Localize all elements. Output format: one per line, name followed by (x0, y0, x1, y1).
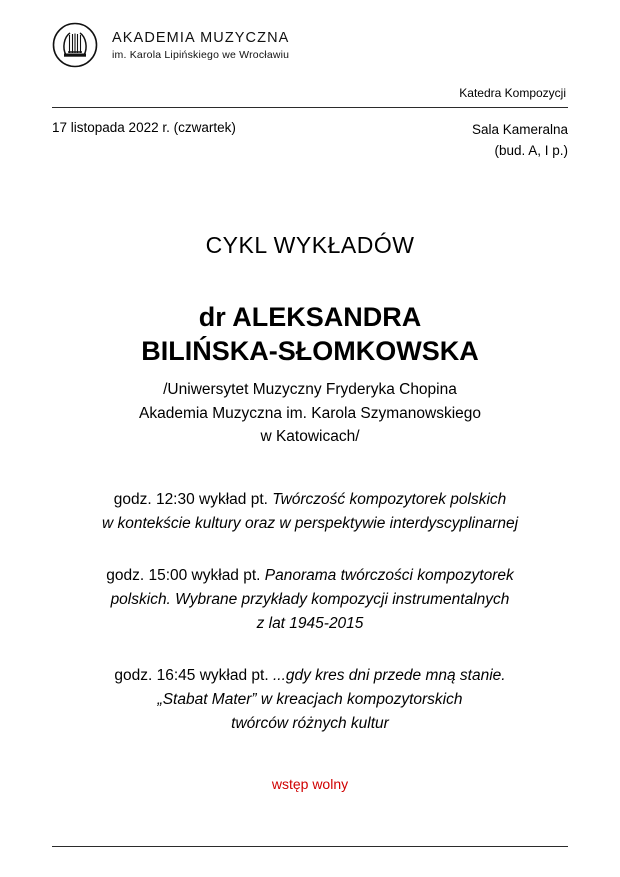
meta-row (52, 120, 568, 162)
logo-text (112, 30, 289, 61)
lecture-title-line3: z lat 1945-2015 (256, 615, 364, 633)
academy-subtitle: im. Karola Lipińskiego we Wrocławiu (112, 48, 290, 61)
free-entry-note: wstęp wolny (271, 776, 349, 793)
header-divider (52, 107, 568, 108)
lecture-title-line2: w kontekście kultury oraz w perspektywie interdyscyplinarnej (101, 515, 519, 533)
speaker-name-line1: dr ALEKSANDRA (198, 301, 422, 332)
lecture-title-line3: twórców różnych kultur (231, 715, 389, 733)
lecture-item (52, 488, 568, 536)
speaker-name (52, 301, 568, 369)
speaker-name-line2: BILIŃSKA-SŁOMKOWSKA (141, 335, 479, 366)
lecture-item (52, 564, 568, 636)
lecture-title-line1: ...gdy kres dni przede mną stanie. (272, 667, 506, 685)
department-label: Katedra Kompozycji (459, 86, 566, 100)
venue-location: (bud. A, I p.) (494, 142, 568, 158)
lecture-time-label: godz. 12:30 wykład pt. (113, 491, 273, 509)
lecture-title-line2: polskich. Wybrane przykłady kompozycji instrumentalnych (110, 591, 510, 609)
affiliation-line-3: w Katowicach/ (260, 427, 360, 445)
venue-name: Sala Kameralna (471, 122, 568, 137)
academy-name: AKADEMIA MUZYCZNA (112, 29, 290, 46)
lecture-title-line1: Panorama twórczości kompozytorek (264, 567, 514, 585)
lyre-icon (52, 22, 98, 68)
lecture-title-line2: „Stabat Mater” w kreacjach kompozytorskich (157, 691, 463, 709)
event-title: CYKL WYKŁADÓW (205, 231, 415, 258)
affiliation-line-1: /Uniwersytet Muzyczny Fryderyka Chopina (163, 381, 457, 399)
footer-divider (52, 846, 568, 847)
lecture-time-label: godz. 15:00 wykład pt. (106, 567, 265, 585)
speaker-affiliation (52, 378, 568, 448)
lecture-time-label: godz. 16:45 wykład pt. (114, 667, 273, 685)
lecture-title-line1: Twórczość kompozytorek polskich (272, 491, 507, 509)
event-date: 17 listopada 2022 r. (czwartek) (52, 120, 236, 135)
affiliation-line-2: Akademia Muzyczna im. Karola Szymanowskiego (139, 404, 481, 422)
lecture-list (52, 488, 568, 736)
event-venue (472, 120, 568, 162)
header (52, 0, 568, 68)
lecture-item (52, 664, 568, 736)
poster-content (52, 232, 568, 792)
